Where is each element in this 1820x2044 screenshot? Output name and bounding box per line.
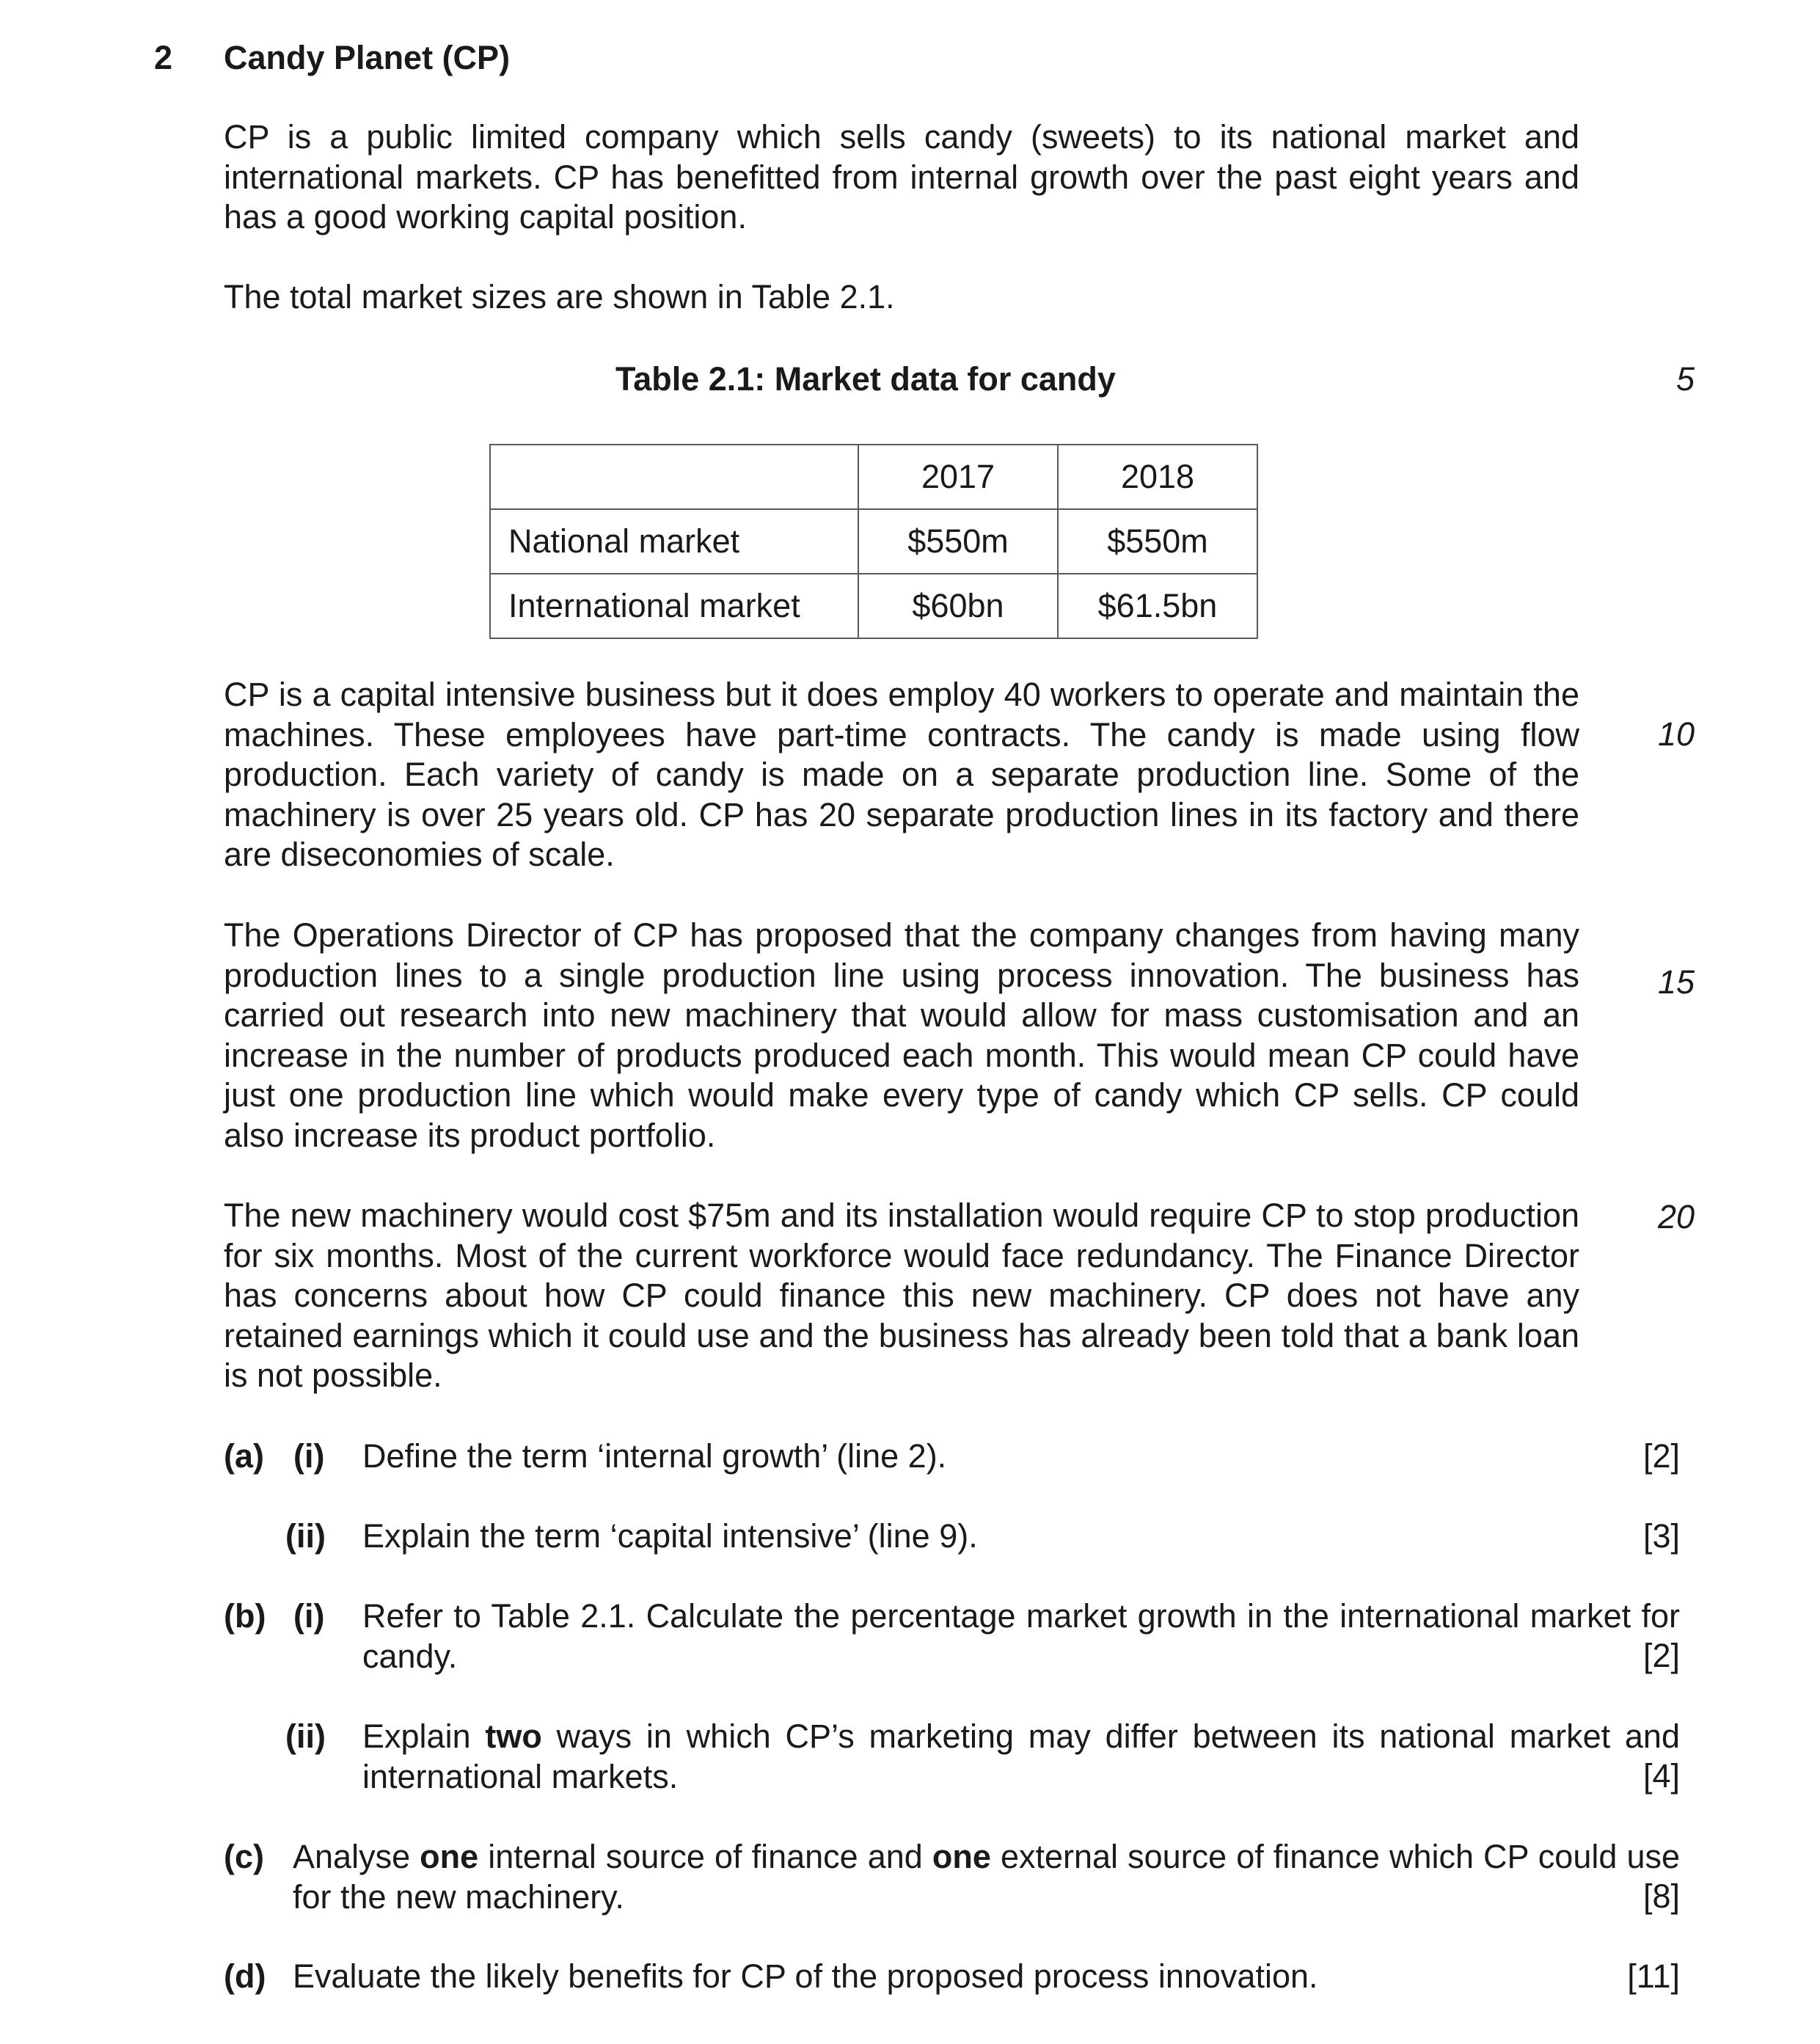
part-c-text-2: internal source of finance and [478,1838,932,1875]
market-data-table [489,444,1258,639]
table-row [490,574,1257,638]
line-number-15: 15 [1657,963,1695,1001]
part-a-i-label: (i) [293,1437,325,1475]
part-b-ii-label: (ii) [285,1718,326,1755]
paragraph-table-ref: The total market sizes are shown in Table 2.1. [224,278,895,315]
table-header-cell: 2017 [858,445,1058,509]
part-d-label: (d) [224,1957,266,1995]
line-number-5: 5 [1675,360,1695,398]
part-c-bold-2: one [932,1838,991,1875]
line-number-10: 10 [1657,715,1695,753]
part-a-ii-label: (ii) [285,1517,326,1555]
part-b-ii-marks: [4] [1642,1757,1680,1795]
table-caption: Table 2.1: Market data for candy [615,360,1116,398]
part-a-i-text: Define the term ‘internal growth’ (line 2). [362,1437,947,1475]
paragraph-intro: CP is a public limited company which sells candy (sweets) to its national market and international markets. CP has benefitted from internal growth over the past eight years and has a good working capital position. [224,118,1579,236]
table-row-label: National market [490,509,858,574]
table-cell: $61.5bn [1058,574,1257,638]
part-b-i-marks: [2] [1642,1637,1680,1674]
table-row-label: International market [490,574,858,638]
paragraph-proposal: The Operations Director of CP has proposed that the company changes from having many production lines to a single production line using process innovation. The business has carried out research into new machinery that would allow for mass customisation and an increase in the number of products produced each month. This would mean CP could have just one production line which would make every type of candy which CP sells. CP could also increase its product portfolio. [224,916,1579,1154]
part-b-i-text: Refer to Table 2.1. Calculate the percentage market growth in the international market for candy. [362,1597,1680,1675]
part-b-ii-text [362,1717,1680,1797]
part-c-text-3: external source of finance which CP could use for the new machinery. [293,1838,1680,1916]
paragraph-operations: CP is a capital intensive business but it does employ 40 workers to operate and maintain the machines. These employees have part-time contracts. The candy is made using flow production. Each variety of candy is made on a separate production line. Some of the machinery is over 25 years old. CP has 20 separate production lines in its factory and there are diseconomies of scale. [224,676,1579,873]
part-c-bold-1: one [420,1838,479,1875]
part-b-label: (b) [224,1597,266,1635]
part-a-label: (a) [224,1437,264,1475]
part-b-ii-text-bold: two [485,1718,542,1755]
question-number: 2 [154,39,173,76]
table-cell: $550m [858,509,1058,574]
line-number-20: 20 [1657,1198,1695,1235]
part-c-label: (c) [224,1838,264,1875]
table-header-cell: 2018 [1058,445,1257,509]
part-c-marks: [8] [1642,1877,1680,1915]
part-d-text: Evaluate the likely benefits for CP of the proposed process innovation. [293,1957,1318,1995]
part-d-marks: [11] [1627,1957,1680,1995]
part-c-text [293,1837,1680,1917]
paragraph-finance: The new machinery would cost $75m and its installation would require CP to stop production for six months. Most of the current workforce would face redundancy. The Finance Director has concerns about how CP could finance this new machinery. CP does not have any retained earnings which it could use and the business has already been told that a bank loan is not possible. [224,1197,1579,1394]
table-row [490,509,1257,574]
question-title: Candy Planet (CP) [224,39,511,76]
table-cell: $60bn [858,574,1058,638]
table-header-row [490,445,1257,509]
part-a-ii-marks: [3] [1642,1517,1680,1555]
part-b-i-label: (i) [293,1597,325,1635]
part-b-ii-text-after: ways in which CP’s marketing may differ between its national market and international markets. [362,1718,1680,1795]
part-b-ii-text-before: Explain [362,1718,486,1755]
part-c-text-1: Analyse [293,1838,420,1875]
part-a-i-marks: [2] [1642,1437,1680,1475]
table-cell: $550m [1058,509,1257,574]
part-a-ii-text: Explain the term ‘capital intensive’ (line 9). [362,1517,978,1555]
table-header-cell [490,445,858,509]
